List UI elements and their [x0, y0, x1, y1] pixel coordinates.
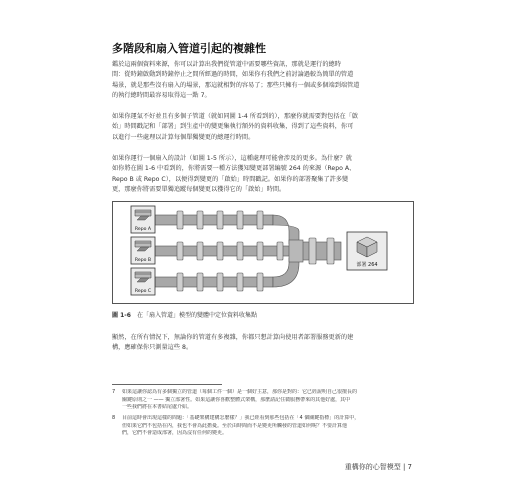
repo-a-box	[131, 206, 155, 233]
repo-c-box	[131, 268, 155, 295]
footnote-line: 關鍵原則之一 —— 獨立部署性。如果這讓你喜歡整體式架構，那麼請記住微服務帶來的其他好處，其中	[122, 396, 351, 403]
footnote-line: 但如果它們不包括在內，我也不會為此擔憂。至於由時間而不是變更所觸發的管道如何呢？不要計算他	[122, 422, 348, 429]
text-line: 的執行總時間最容易取得這一點 7。	[112, 92, 211, 100]
deploy-label: 部署 264	[356, 262, 378, 268]
text-line: 間：從時鐘啟動到時鐘停止之間所經過的時間，如果你有我們之前討論過較為簡單的管道	[112, 71, 354, 79]
repo-c-label: Repo C	[134, 289, 152, 294]
text-line: 始」時間戳記和「部署」到生產中的變更集執行額外的資料收集，得到了這些資料，你可	[112, 123, 354, 131]
footer-separator: |	[402, 463, 406, 471]
repo-a-label: Repo A	[134, 227, 152, 232]
footnote-number: 8	[112, 415, 116, 421]
footnote-line: 如果這讓你認為有多個獨立的管道（每個工件一個）是一個好主意，那你是對的：它已經說明自己很擅長的	[122, 389, 358, 395]
section-heading: 多階段和扇入管道引起的複雜性	[112, 42, 266, 55]
caption-text: 在「扇入管道」模型的變體中定位資料收集點	[136, 312, 257, 319]
text-line: 以進行一些處理以計算每個單獨變更的總運行時間。	[112, 133, 255, 141]
footnote-number: 7	[112, 389, 116, 395]
text-line: Repo B 或 Repo C），以便得到變更的「啟始」時間戳記。如果你的部署聚集了許多變	[112, 175, 349, 183]
footnote-line: 一些我們將在本書結尾處介紹。	[122, 404, 193, 410]
text-line: 如果你運氣不好並且有多個子管道（就如同圖 1-4 所看到的），那麼你就需要對包括在「啟	[112, 113, 359, 120]
pipe-c	[155, 258, 299, 287]
figure-caption	[112, 310, 412, 319]
paragraph-3	[112, 154, 412, 196]
page-footer	[300, 462, 412, 472]
footnote-rule	[112, 384, 222, 385]
text-line: 鑑於這兩個資料來源，你可以計算出我們從管道中需要哪些資訊，那就是運行的總時	[112, 61, 341, 68]
footnote-8	[112, 415, 412, 438]
paragraph-1	[112, 60, 412, 102]
text-line: 如你將在圖 1-6 中看到的，你將需要一種方法獲知變更部署編號 264 的來源（Repo A、	[112, 165, 356, 173]
text-line: 場景，就是那些沒有扇入的場景，那這就相對的容易了；那些只擁有一個或多個端到端管道	[112, 81, 360, 89]
paragraph-4	[112, 333, 412, 354]
text-line: 構，應確保你只測量這些 8。	[112, 344, 193, 352]
footnote-7	[112, 389, 412, 412]
footnote-line: 目前這時會出現這樣的問題：「基礎架構建構怎麼樣？」我已經看到那些包括在「4 個關鍵指標」的計算中，	[122, 415, 360, 421]
caption-label: 圖 1-6	[112, 312, 131, 319]
text-line: 顯然，在所有情況下，無論你的管道有多複雜，你都只想計算向使用者部署服務更新的建	[112, 334, 354, 341]
figure-1-6	[112, 201, 414, 304]
repo-b-box	[131, 237, 155, 264]
deploy-box	[347, 232, 387, 270]
footer-title: 重構你的心智模型	[344, 463, 401, 471]
footnote-line: 們，它們不會造成部署，因為沒有任何的變更。	[122, 430, 228, 436]
text-line: 更，那麼你將需要單獨追蹤每個變更以獲得它的「啟始」時間。	[112, 186, 286, 194]
page-number: 7	[407, 463, 412, 471]
text-line: 如果你運行一個扇入的設計（如圖 1-5 所示），這種處理可能會涉及的更多。為什麼？就	[112, 155, 352, 162]
repo-b-label: Repo B	[134, 258, 152, 263]
paragraph-2	[112, 112, 412, 143]
fan-in-pipeline-diagram	[113, 202, 413, 303]
